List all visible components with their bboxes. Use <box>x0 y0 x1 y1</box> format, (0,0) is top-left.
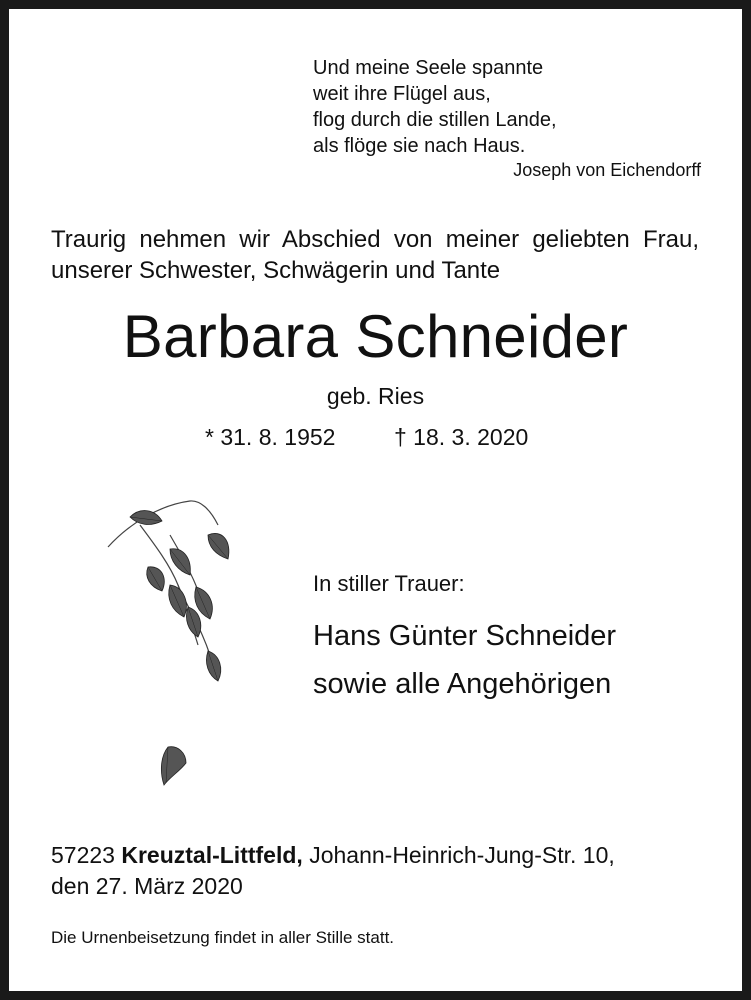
birch-branch-icon <box>100 495 240 795</box>
intro-line-1: Traurig nehmen wir Abschied von meiner geliebten <box>51 226 630 253</box>
intro-text <box>51 224 699 286</box>
town: Kreuztal-Littfeld, <box>121 842 303 868</box>
notice-date: den 27. März 2020 <box>51 873 243 899</box>
poem-author: Joseph von Eichendorff <box>513 160 701 180</box>
poem <box>313 55 557 159</box>
poem-line: flog durch die stillen Lande, <box>313 109 557 131</box>
birth-date: * 31. 8. 1952 <box>205 424 336 450</box>
mourner-name: Hans Günter Schneider <box>313 620 617 652</box>
death-date: † 18. 3. 2020 <box>394 424 529 450</box>
poem-line: als flöge sie nach Haus. <box>313 135 526 157</box>
address-line <box>51 840 615 871</box>
deceased-name: Barbara Schneider <box>122 303 629 370</box>
postcode: 57223 <box>51 842 115 868</box>
intro-line-2: Frau, unserer Schwester, Schwägerin und Tante <box>51 226 700 284</box>
mourner-relatives: sowie alle Angehörigen <box>313 668 612 700</box>
street: Johann-Heinrich-Jung-Str. 10, <box>309 842 615 868</box>
poem-line: weit ihre Flügel aus, <box>313 83 491 105</box>
poem-line: Und meine Seele spannte <box>313 57 544 79</box>
birth-name: geb. Ries <box>326 383 425 409</box>
address-block <box>51 840 615 902</box>
mourning-label: In stiller Trauer: <box>313 571 465 596</box>
burial-note: Die Urnenbeisetzung findet in aller Stille statt. <box>51 928 395 947</box>
